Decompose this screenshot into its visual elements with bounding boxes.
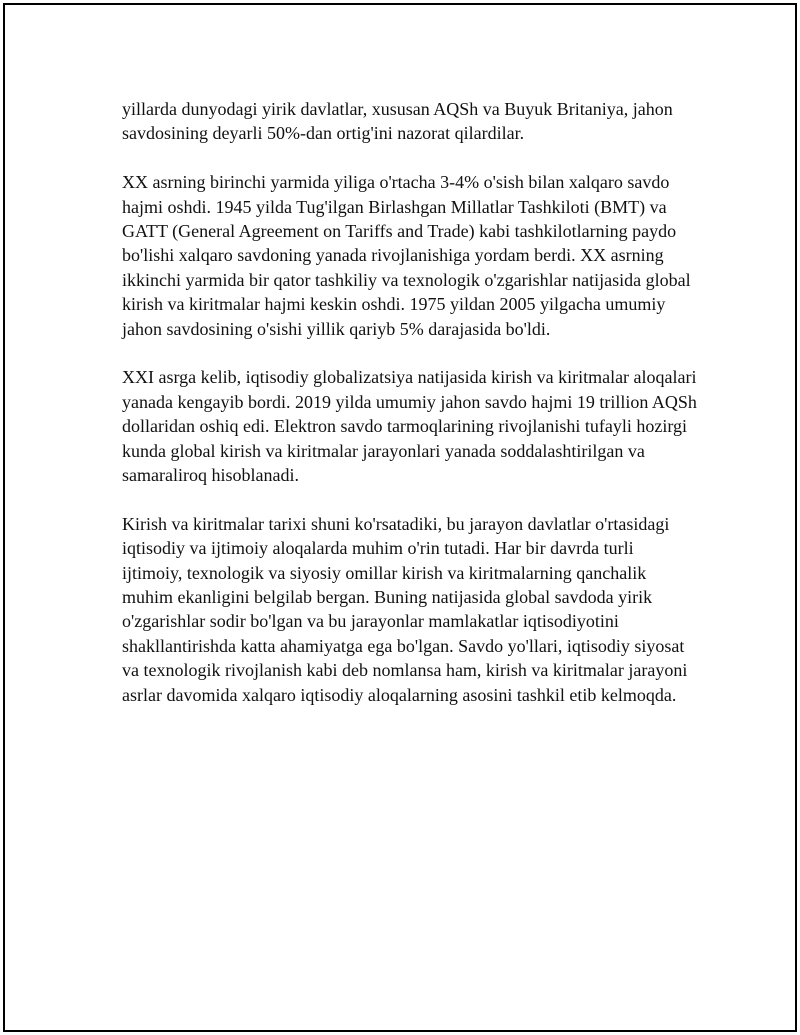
paragraph-1: yillarda dunyodagi yirik davlatlar, xususan AQSh va Buyuk Britaniya, jahon savdosining deyarli 50%-dan ortig'ini nazorat qilardilar. <box>122 99 673 144</box>
paragraph-2: XX asrning birinchi yarmida yiliga o'rtacha 3-4% o'sish bilan xalqaro savdo hajmi oshdi. 1945 yilda Tug'ilgan Birlashgan Millatlar Tashkiloti (BMT) va GATT (General Agreement on Tariffs and Trade) kabi tashkilotlarning paydo bo'lishi xalqaro savdoning yanada rivojlanishiga yordam berdi. XX asrning ikkinchi yarmida bir qator tashkiliy va texnologik o'zgarishlar natijasida global kirish va kiritmalar hajmi keskin oshdi. 1975 yildan 2005 yilgacha umumiy jahon savdosining o'sishi yillik qariyb 5% darajasida bo'ldi. <box>122 172 691 339</box>
document-body <box>122 97 697 732</box>
paragraph-4: Kirish va kiritmalar tarixi shuni ko'rsatadiki, bu jarayon davlatlar o'rtasidagi iqtisodiy va ijtimoiy aloqalarda muhim o'rin tutadi. Har bir davrda turli ijtimoiy, texnologik va siyosiy omillar kirish va kiritmalarning qanchalik muhim ekanligini belgilab bergan. Buning natijasida global savdoda yirik o'zgarishlar sodir bo'lgan va bu jarayonlar mamlakatlar iqtisodiyotini shakllantirishda katta ahamiyatga ega bo'lgan. Savdo yo'llari, iqtisodiy siyosat va texnologik rivojlanish kabi deb nomlansa ham, kirish va kiritmalar jarayoni asrlar davomida xalqaro iqtisodiy aloqalarning asosini tashkil etib kelmoqda. <box>122 513 688 705</box>
paragraph-3: XXI asrga kelib, iqtisodiy globalizatsiya natijasida kirish va kiritmalar aloqalari yanada kengayib bordi. 2019 yilda umumiy jahon savdo hajmi 19 trillion AQSh dollaridan oshiq edi. Elektron savdo tarmoqlarining rivojlanishi tufayli hozirgi kunda global kirish va kiritmalar jarayonlari yanada soddalashtirilgan va samaraliroq hisoblanadi. <box>122 367 697 486</box>
document-page <box>3 3 797 1032</box>
